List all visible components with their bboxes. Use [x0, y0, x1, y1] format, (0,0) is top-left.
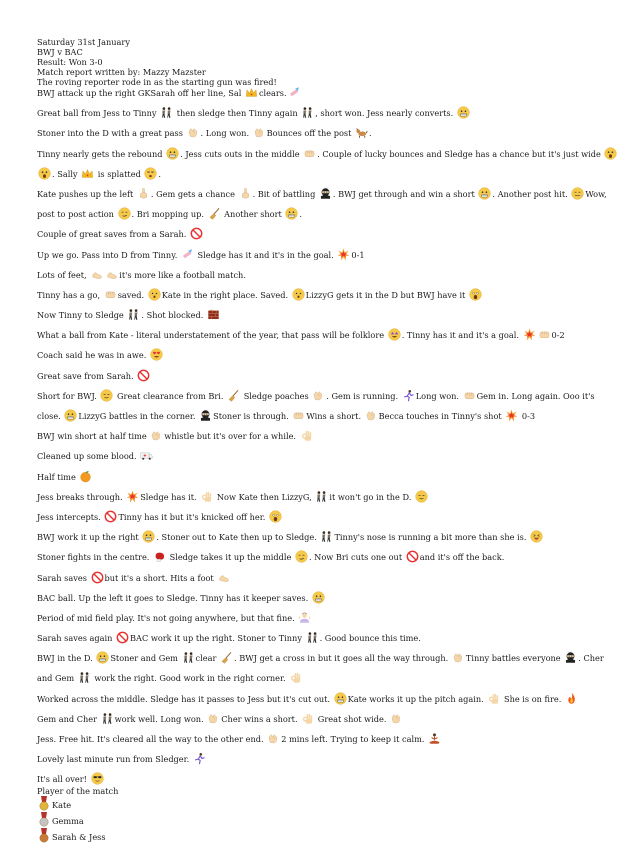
silver-medal-icon — [39, 812, 49, 827]
report-text: . — [299, 209, 303, 220]
scream-icon — [269, 510, 282, 523]
report-text: Cleaned up some blood. — [37, 451, 140, 462]
report-text: Jess breaks through. — [37, 491, 126, 502]
player-of-the-match — [37, 786, 567, 844]
report-text: . BWJ get a cross in but it goes all the way through. — [233, 653, 451, 664]
ok-hand-icon — [487, 692, 500, 705]
report-text: Half time — [37, 471, 79, 482]
report-text: LizzyG gets it in the D but BWJ have it — [305, 289, 468, 300]
report-text: . Good bounce this time. — [319, 633, 421, 644]
fist-icon — [538, 328, 551, 341]
report-line — [37, 467, 567, 487]
report-line — [37, 628, 567, 648]
report-text: Kate works it up the pitch again. — [347, 693, 487, 704]
dancers-icon — [101, 712, 114, 725]
report-text: but it's a short. Hits a foot — [104, 572, 217, 583]
report-text: Tinny's nose is running a bit more than she is. — [334, 532, 530, 543]
report-text: Up we go. Pass into D from Tinny. — [37, 249, 180, 260]
dizzy-icon — [144, 167, 157, 180]
report-text: 2 mins left. Trying to keep it calm. — [281, 734, 428, 744]
no-entry-icon — [104, 510, 117, 523]
report-text: Another short — [221, 209, 285, 220]
shrug-icon — [298, 611, 311, 624]
crown-icon — [81, 167, 94, 180]
grimace-icon — [478, 187, 491, 200]
report-text: Tinny has a go, — [37, 289, 103, 300]
report-line — [37, 305, 567, 325]
pom-name: Kate — [52, 799, 72, 810]
boom-icon — [523, 328, 536, 341]
report-text: Great save from Sarah. — [37, 370, 137, 381]
dancers-icon — [315, 490, 328, 503]
report-text: Tinny battles everyone — [465, 653, 564, 664]
clap-icon — [312, 389, 325, 402]
report-text: . Tinny has it and it's a goal. — [401, 330, 522, 341]
report-text: Stoner into the D with a great pass — [37, 128, 186, 139]
wow-icon — [38, 167, 51, 180]
report-line — [37, 709, 567, 729]
report-text: Stoner fights in the centre. — [37, 552, 152, 563]
report-line — [37, 527, 567, 547]
report-text: BWJ in the D. — [37, 653, 96, 664]
report-line — [37, 83, 567, 103]
grimace-icon — [285, 207, 298, 220]
report-text: . Sally — [52, 168, 81, 179]
report-text: 0-3 — [519, 411, 536, 421]
star-eyes-icon — [388, 328, 401, 341]
clap-icon — [365, 409, 378, 422]
report-line — [37, 588, 567, 608]
broom-icon — [220, 651, 233, 664]
ambulance-icon — [140, 449, 153, 462]
report-text: . Cher — [578, 653, 604, 664]
match-teams: BWJ v BAC — [37, 47, 83, 57]
report-line — [37, 164, 567, 184]
report-text: . — [369, 128, 372, 139]
report-text: It's all over! — [37, 774, 90, 785]
report-text: What a ball from Kate - literal understatement of the year, that pass will be folklore — [37, 330, 387, 341]
report-intro: The roving reporter rode in as the starting gun was fired! — [37, 77, 277, 87]
report-text: Period of mid field play. It's not going anywhere, but that fine. — [37, 612, 298, 623]
report-text: Kate in the right place. Saved. — [161, 289, 291, 300]
bronze-medal-icon — [39, 828, 49, 843]
report-text: Long won. — [415, 390, 462, 401]
report-text: post to post action — [37, 209, 117, 220]
dancers-icon — [182, 651, 195, 664]
report-text: Sarah saves — [37, 572, 90, 583]
grimace-icon — [64, 409, 77, 422]
report-text: . Another post hit. — [492, 188, 571, 199]
report-text: then sledge then Tinny again — [174, 108, 301, 119]
boom-icon — [505, 409, 518, 422]
clap-icon — [150, 429, 163, 442]
grimace-icon — [166, 147, 179, 160]
boom-icon — [337, 248, 350, 261]
report-line — [37, 729, 567, 749]
report-line — [37, 608, 567, 628]
report-text: She is on fire. — [501, 693, 564, 704]
report-text: Coach said he was in awe. — [37, 350, 149, 361]
report-line — [37, 487, 567, 507]
report-text: BWJ attack up the right GKSarah off her line, Sal — [37, 88, 244, 98]
report-author: Match report written by: Mazzy Mazster — [37, 67, 206, 77]
ninja-icon — [564, 651, 577, 664]
report-text: . Gem is running. — [326, 390, 401, 401]
grimace-icon — [96, 651, 109, 664]
report-text: Wow, — [585, 188, 607, 199]
report-text: BWJ win short at half time — [37, 431, 150, 442]
report-text: . Gem gets a chance — [150, 188, 238, 199]
clap-icon — [452, 651, 465, 664]
report-text: Great ball from Jess to Tinny — [37, 108, 160, 119]
match-result: Result: Won 3-0 — [37, 57, 103, 67]
report-text: BAC work it up the right. Stoner to Tinny — [130, 633, 305, 644]
report-text: Stoner is through. — [213, 411, 292, 421]
report-line — [37, 366, 567, 386]
pom-entry — [37, 812, 567, 828]
report-text: Kate pushes up the left — [37, 188, 136, 199]
report-text: . Bit of battling — [252, 188, 318, 199]
report-text: Stoner and Gem — [110, 653, 181, 664]
hushed-icon — [292, 288, 305, 301]
dancers-icon — [78, 671, 91, 684]
report-text: Bounces off the post — [266, 128, 355, 139]
report-line — [37, 668, 567, 688]
report-line — [37, 184, 607, 204]
no-entry-icon — [406, 550, 419, 563]
exhale-icon — [571, 187, 584, 200]
report-text: . BWJ get through and win a short — [332, 188, 478, 199]
no-entry-icon — [137, 369, 150, 382]
report-text: Sledge takes it up the middle — [167, 552, 294, 563]
report-text: Sledge has it and it's in the goal. — [194, 249, 337, 260]
report-line — [37, 103, 567, 123]
report-text: Lovely last minute run from Sledger. — [37, 754, 192, 765]
report-line — [37, 123, 567, 143]
report-line — [37, 204, 567, 224]
dancers-icon — [301, 106, 314, 119]
cool-icon — [91, 772, 104, 785]
report-line — [37, 547, 567, 567]
report-text: . — [158, 168, 162, 179]
scissors-icon — [181, 248, 194, 261]
gold-medal-icon — [39, 796, 49, 811]
report-text: Great shot wide. — [315, 713, 390, 724]
no-entry-icon — [116, 631, 129, 644]
boom-icon — [126, 490, 139, 503]
foot-icon — [105, 268, 118, 281]
ok-hand-icon — [289, 671, 302, 684]
clap-icon — [187, 126, 200, 139]
smirk-icon — [295, 550, 308, 563]
report-text: Couple of great saves from a Sarah. — [37, 229, 189, 240]
grimace-icon — [142, 530, 155, 543]
report-line — [37, 406, 567, 426]
no-entry-icon — [190, 227, 203, 240]
clap-icon — [267, 732, 280, 745]
report-text: Becca touches in Tinny's shot — [378, 411, 505, 421]
ok-hand-icon — [301, 712, 314, 725]
report-body — [37, 83, 607, 790]
clap-icon — [253, 126, 266, 139]
clap-icon — [207, 712, 220, 725]
boxing-glove-icon — [153, 550, 166, 563]
report-text: LizzyG battles in the corner. — [78, 411, 199, 421]
ninja-icon — [199, 409, 212, 422]
smirk-icon — [118, 207, 131, 220]
report-text: Gem and Cher — [37, 713, 100, 724]
report-text: BAC ball. Up the left it goes to Sledge. Tinny has it keeper saves. — [37, 592, 311, 603]
report-line — [37, 325, 567, 345]
pom-title: Player of the match — [37, 785, 119, 796]
report-text: Tinny has it but it's knicked off her. — [118, 511, 268, 522]
report-text: Worked across the middle. Sledge has it passes to Jess but it's cut out. — [37, 693, 333, 704]
relieved-icon — [100, 389, 113, 402]
report-line — [37, 648, 604, 668]
hushed-icon — [148, 288, 161, 301]
fist-icon — [104, 288, 117, 301]
broom-icon — [227, 389, 240, 402]
report-header — [37, 37, 567, 87]
report-line — [37, 507, 567, 527]
point-up-icon — [239, 187, 252, 200]
brick-icon — [207, 308, 220, 321]
scissors-icon — [288, 86, 301, 99]
report-line — [37, 386, 595, 406]
dancers-icon — [320, 530, 333, 543]
report-text: clears. — [258, 88, 287, 98]
report-text: Sledge has it. — [140, 491, 200, 502]
ninja-icon — [319, 187, 332, 200]
report-line — [37, 769, 567, 789]
scream-icon — [469, 288, 482, 301]
report-text: Great clearance from Bri. — [114, 390, 227, 401]
wow-icon — [604, 147, 617, 160]
report-text: and it's off the back. — [419, 552, 505, 563]
report-text: it's more like a football match. — [119, 269, 246, 280]
broom-icon — [208, 207, 221, 220]
pom-name: Gemma — [52, 815, 84, 826]
grimace-icon — [334, 692, 347, 705]
dancers-icon — [127, 308, 140, 321]
grimace-icon — [457, 106, 470, 119]
report-line — [37, 265, 567, 285]
report-text: Lots of feet, — [37, 269, 90, 280]
report-text: work well. Long won. — [114, 713, 207, 724]
heart-eyes-icon — [150, 348, 163, 361]
report-line — [37, 689, 567, 709]
report-text: whistle but it's over for a while. — [164, 431, 299, 442]
orange-icon — [79, 470, 92, 483]
dancers-icon — [160, 106, 173, 119]
report-text: Sledge poaches — [241, 390, 312, 401]
report-text: and Gem — [37, 673, 77, 684]
report-text: Cher wins a short. — [221, 713, 301, 724]
no-entry-icon — [91, 571, 104, 584]
report-text: Short for BWJ. — [37, 390, 100, 401]
pom-name: Sarah & Jess — [52, 831, 106, 842]
crown-icon — [245, 86, 258, 99]
runner-icon — [402, 389, 415, 402]
report-line — [37, 446, 567, 466]
report-text: . Long won. — [200, 128, 252, 139]
report-text: Sarah saves again — [37, 633, 116, 644]
runner-icon — [193, 752, 206, 765]
report-line — [37, 568, 567, 588]
laugh-tongue-icon — [530, 530, 543, 543]
pom-list — [37, 796, 567, 844]
point-up-icon — [137, 187, 150, 200]
relieved-icon — [415, 490, 428, 503]
fist-icon — [463, 389, 476, 402]
report-text: , short won. Jess nearly converts. — [315, 108, 456, 119]
report-text: Tinny nearly gets the rebound — [37, 148, 166, 159]
ok-hand-icon — [300, 429, 313, 442]
report-text: work the right. Good work in the right corner. — [91, 673, 289, 684]
grimace-icon — [312, 591, 325, 604]
report-text: BWJ work it up the right — [37, 532, 142, 543]
report-line — [37, 144, 604, 164]
report-text: Wins a short. — [306, 411, 364, 421]
report-text: . Bri mopping up. — [131, 209, 207, 220]
report-text: Now Kate then LizzyG, — [214, 491, 315, 502]
pom-entry — [37, 828, 567, 844]
report-line — [37, 749, 567, 769]
report-text: . Now Bri cuts one out — [308, 552, 405, 563]
foot-icon — [217, 571, 230, 584]
report-line — [37, 345, 567, 365]
clap-icon — [390, 712, 403, 725]
report-text: . Shot blocked. — [141, 310, 206, 321]
fire-icon — [565, 692, 578, 705]
report-text: clear — [195, 653, 219, 664]
report-line — [37, 224, 567, 244]
report-text: 0-1 — [351, 249, 365, 260]
report-line — [37, 285, 567, 305]
dog-icon — [355, 126, 368, 139]
report-line — [37, 426, 567, 446]
report-text: Gem in. Long again. Ooo it's — [476, 390, 595, 401]
report-text: . Couple of lucky bounces and Sledge has a chance but it's just wide — [317, 148, 604, 159]
report-text: close. — [37, 411, 64, 421]
report-text: saved. — [117, 289, 147, 300]
pom-entry — [37, 796, 567, 812]
report-text: Now Tinny to Sledge — [37, 310, 127, 321]
match-report-page — [37, 37, 607, 844]
dancers-icon — [306, 631, 319, 644]
report-text: . Jess cuts outs in the middle — [180, 148, 303, 159]
report-text: is splatted — [95, 168, 144, 179]
fist-icon — [303, 147, 316, 160]
ok-hand-icon — [200, 490, 213, 503]
foot-icon — [90, 268, 103, 281]
report-text: Jess. Free hit. It's cleared all the way to the other end. — [37, 734, 267, 744]
fist-icon — [292, 409, 305, 422]
report-text: 0-2 — [551, 330, 565, 341]
report-text: . Stoner out to Kate then up to Sledge. — [156, 532, 320, 543]
report-line — [37, 245, 567, 265]
report-text: Jess intercepts. — [37, 511, 104, 522]
match-date: Saturday 31st January — [37, 37, 130, 47]
report-text: it won't go in the D. — [329, 491, 414, 502]
meditate-icon — [428, 732, 441, 745]
